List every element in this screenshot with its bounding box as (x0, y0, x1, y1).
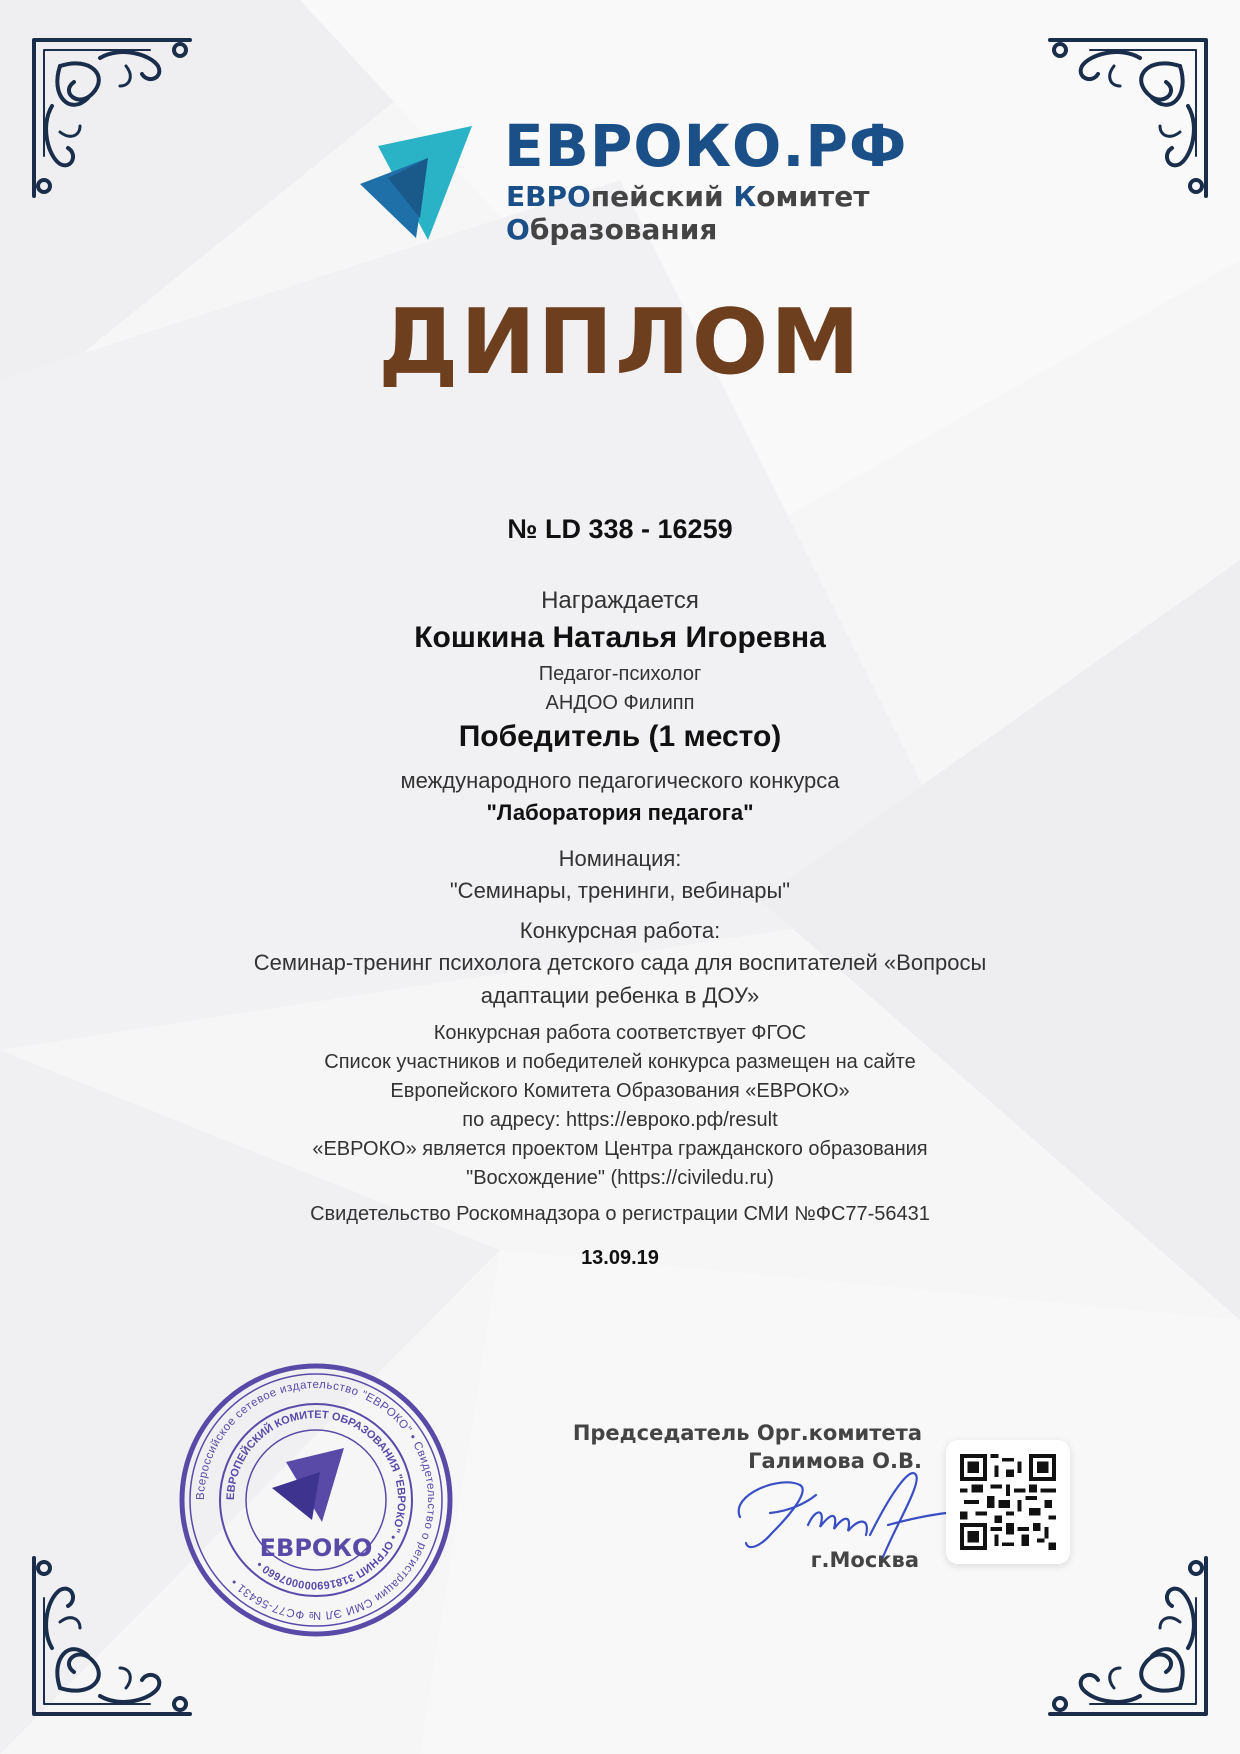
registration-certificate: Свидетельство Роскомнадзора о регистрации СМИ №ФС77-56431 (310, 1203, 930, 1225)
chairman-title: Председатель Орг.комитета (572, 1421, 922, 1445)
info-line: «ЕВРОКО» является проектом Центра гражданского образования (312, 1138, 928, 1160)
work-label: Конкурсная работа: (519, 918, 721, 943)
diploma-date: 13.09.19 (581, 1247, 659, 1269)
ornamental-corner-icon (1045, 1553, 1210, 1718)
seal-outer-ring-text: Всероссийское сетевое издательство "ЕВРОКО" • Свидетельство о регистрации СМИ ЭЛ № ФС77-56431 • (194, 1378, 438, 1622)
work-title-line: адаптации ребенка в ДОУ» (480, 983, 760, 1008)
contest-type: международного педагогического конкурса (400, 768, 840, 793)
seal-inner-ring-text: ЕВРОПЕЙСКИЙ КОМИТЕТ ОБРАЗОВАНИЯ "ЕВРОКО" • ОГРНИП 318169000007660 • (224, 1408, 408, 1592)
recipient-name: Кошкина Наталья Игоревна (414, 621, 826, 654)
nomination-value: "Семинары, тренинги, вебинары" (449, 878, 791, 903)
logo-title: ЕВРОКО.РФ (504, 112, 908, 180)
chairman-name: Галимова О.В. (748, 1449, 922, 1473)
recipient-position: Педагог-психолог (538, 663, 702, 685)
info-line: Конкурсная работа соответствует ФГОС (433, 1022, 807, 1044)
diploma-number: № LD 338 - 16259 (507, 514, 733, 544)
ornamental-corner-icon (30, 36, 195, 201)
info-line: Европейского Комитета Образования «ЕВРОКО» (390, 1080, 850, 1102)
ornamental-corner-icon (1045, 36, 1210, 201)
diploma-title: ДИПЛОМ (378, 290, 862, 395)
qr-code-card[interactable] (946, 1440, 1070, 1564)
round-seal-icon (176, 1360, 456, 1640)
awarded-label: Награждается (541, 587, 699, 614)
seal-center-text: ЕВРОКО (259, 1534, 373, 1562)
work-title-line: Семинар-тренинг психолога детского сада для воспитателей «Вопросы (253, 950, 987, 975)
qr-code-icon[interactable] (960, 1454, 1056, 1550)
recipient-org: АНДОО Филипп (545, 692, 695, 714)
ornamental-corner-icon (30, 1553, 195, 1718)
info-line: Список участников и победителей конкурса размещен на сайте (324, 1051, 916, 1073)
paper-plane-triangle-icon (360, 122, 475, 240)
info-line: "Восхождение" (https://civiledu.ru) (466, 1167, 774, 1189)
contest-name: "Лаборатория педагога" (486, 800, 754, 825)
info-line: по адресу: https://евроко.рф/result (462, 1109, 778, 1131)
city-label: г.Москва (810, 1548, 919, 1572)
nomination-label: Номинация: (558, 846, 682, 871)
logo-subtitle: ЕВРОпейский Комитет Образования (506, 180, 870, 246)
award-result: Победитель (1 место) (458, 720, 782, 753)
